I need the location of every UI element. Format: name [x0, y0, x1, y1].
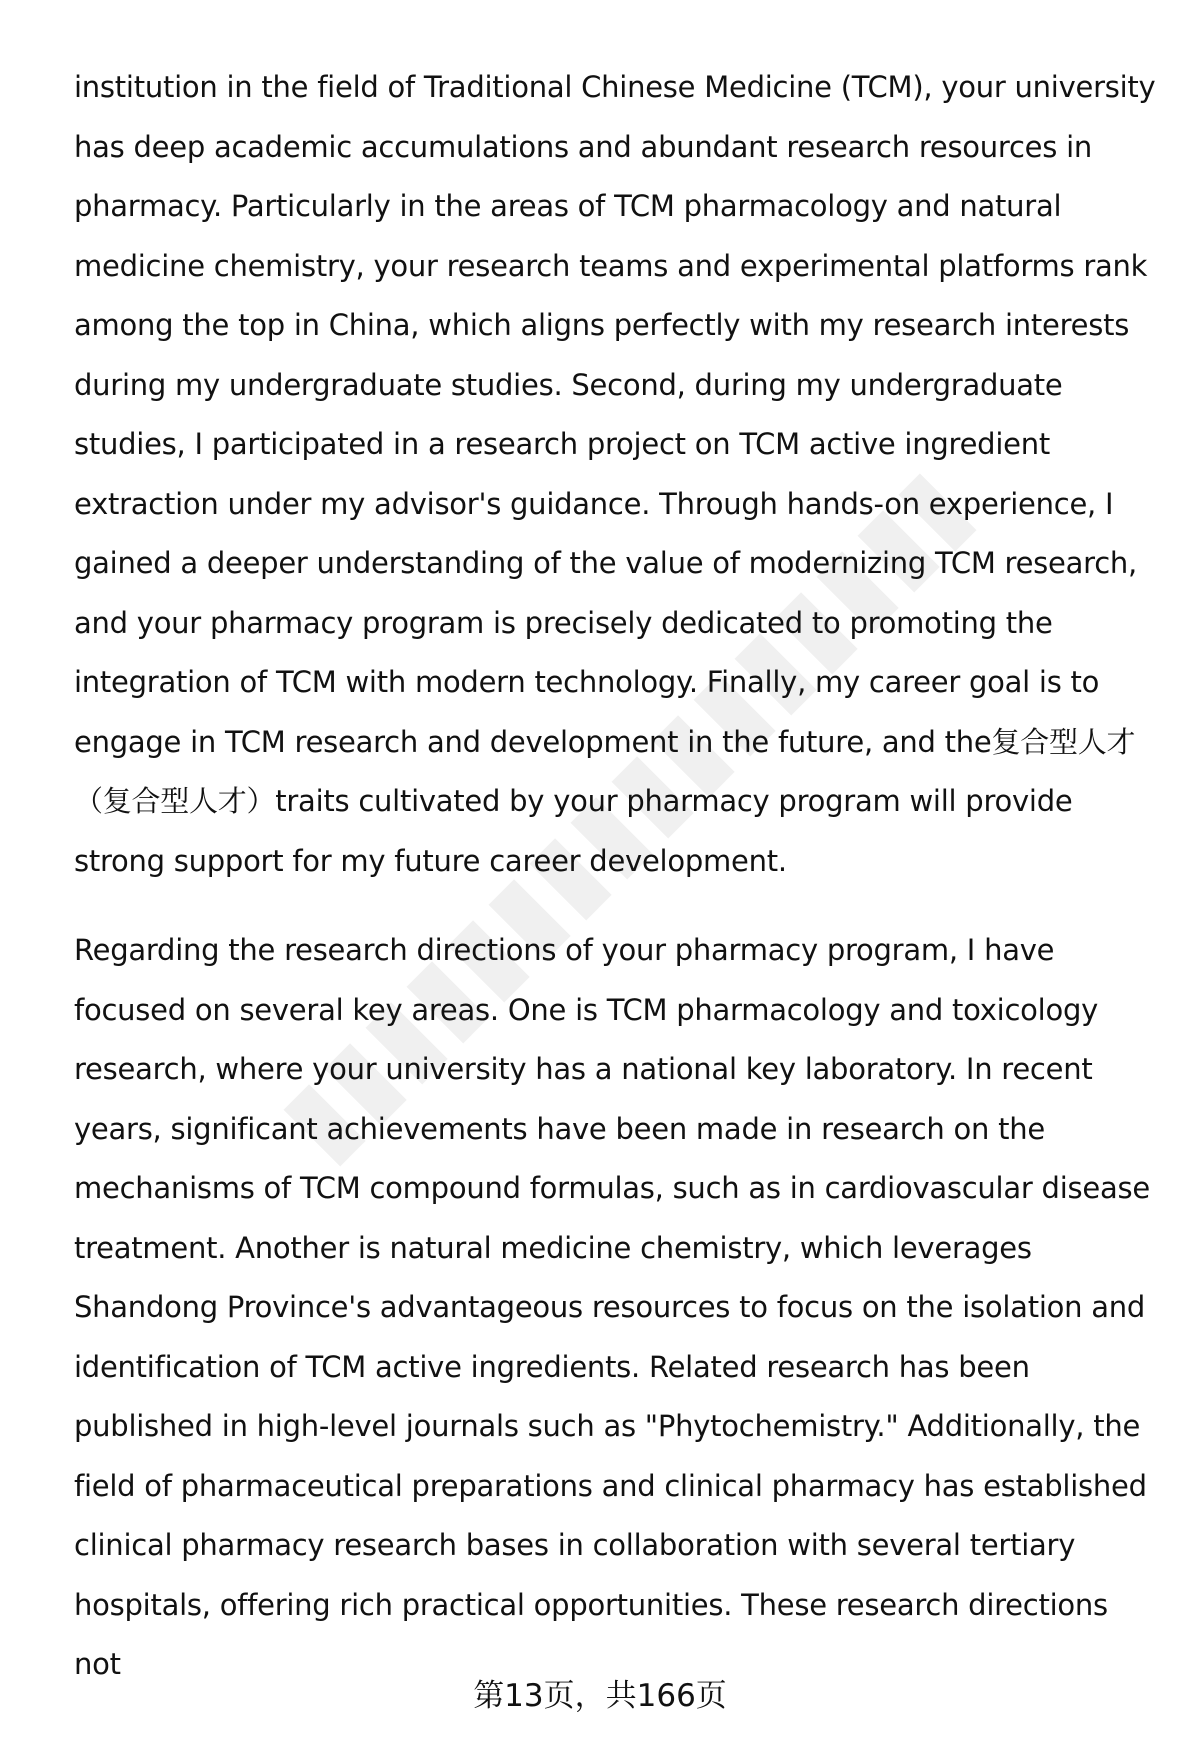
document-body: [74, 58, 1156, 1695]
paragraph-2: Regarding the research directions of your pharmacy program, I have focused on several key areas. One is TCM pharmacology and toxicology research, where your university has a national key laboratory. In recent years, significant achievements have been made in research on the mechanisms of TCM compound formulas, such as in cardiovascular disease treatment. Another is natural medicine chemistry, which leverages Shandong Province's advantageous resources to focus on the isolation and identification of TCM active ingredients. Related research has been published in high-level journals such as "Phytochemistry." Additionally, the field of pharmaceutical preparations and clinical pharmacy has established clinical pharmacy research bases in collaboration with several tertiary hospitals, offering rich practical opportunities. These research directions not: [74, 933, 1150, 1681]
paragraph-1: institution in the field of Traditional Chinese Medicine (TCM), your university has deep academic accumulations and abundant research resources in pharmacy. Particularly in the areas of TCM pharmacology and natural medicine chemistry, your research teams and experimental platforms rank among the top in China, which aligns perfectly with my research interests during my undergraduate studies. Second, during my undergraduate studies, I participated in a research project on TCM active ingredient extraction under my advisor's guidance. Through hands-on experience, I gained a deeper understanding of the value of modernizing TCM research, and your pharmacy program is precisely dedicated to promoting the integration of TCM with modern technology. Finally, my career goal is to engage in TCM research and development in the future, and the复合型人才（复合型人才）traits cultivated by your pharmacy program will provide strong support for my future career development.: [74, 70, 1156, 878]
page-number-footer: 第13页，共166页: [473, 1678, 727, 1714]
